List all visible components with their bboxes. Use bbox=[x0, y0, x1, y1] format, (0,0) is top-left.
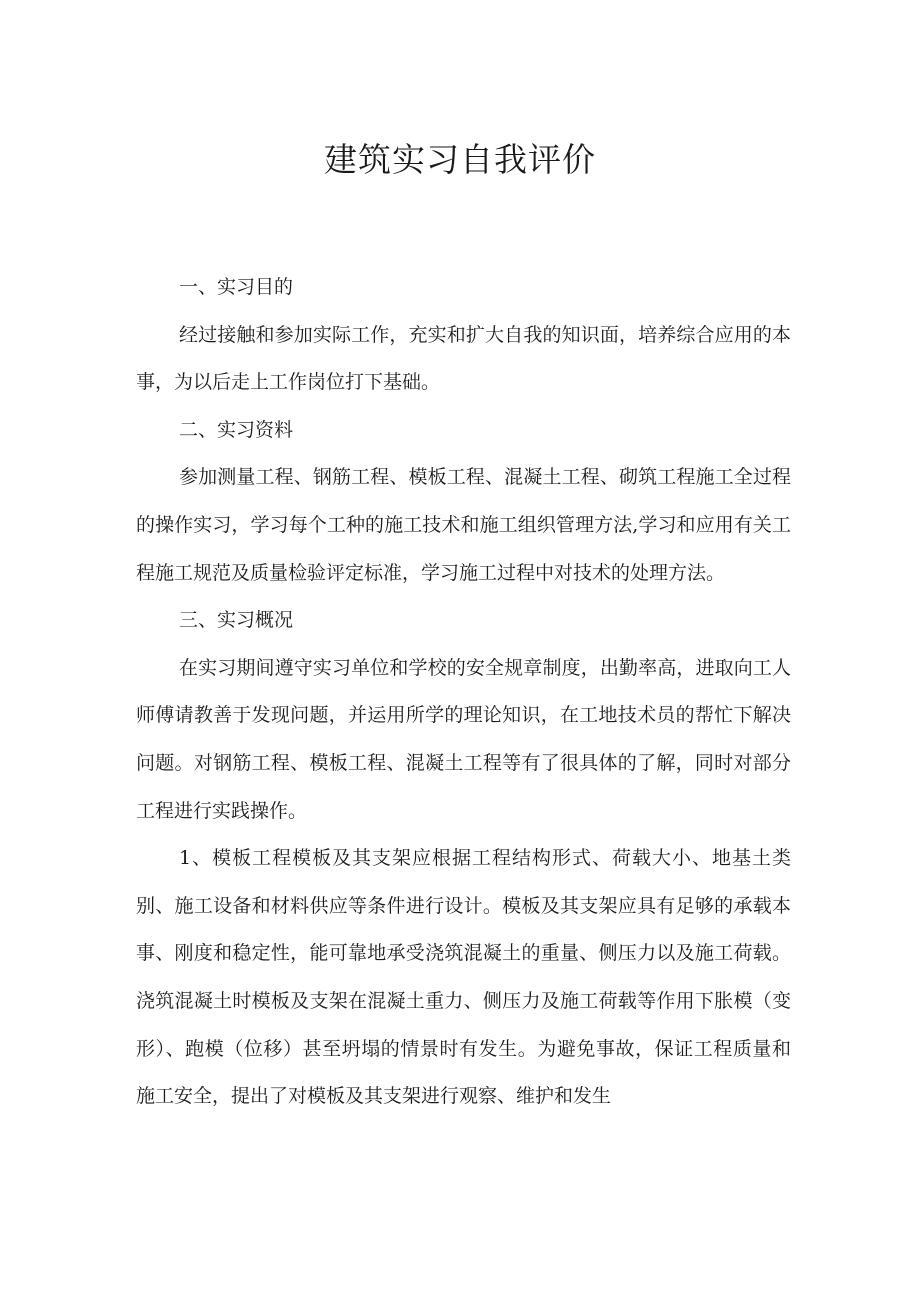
paragraph-purpose: 经过接触和参加实际工作，充实和扩大自我的知识面，培养综合应用的本事，为以后走上工作岗位打下基础。 bbox=[136, 323, 791, 394]
paragraph-formwork: 1、模板工程模板及其支架应根据工程结构形式、荷载大小、地基土类别、施工设备和材料供应等条件进行设计。模板及其支架应具有足够的承载本事、刚度和稳定性，能可靠地承受浇筑混凝土的重量、侧压力以及施工荷载。浇筑混凝土时模板及支架在混凝土重力、侧压力及施工荷载等作用下胀模（变形）、跑模（位移）甚至坍塌的情景时有发生。为避免事故，保证工程质量和施工安全，提出了对模板及其支架进行观察、维护和发生 bbox=[136, 847, 791, 1108]
document-body bbox=[136, 264, 791, 1121]
document-title: 建筑实习自我评价 bbox=[324, 140, 596, 179]
section-heading-content: 二、实习资料 bbox=[179, 418, 294, 441]
paragraph-content: 参加测量工程、钢筋工程、模板工程、混凝土工程、砌筑工程施工全过程的操作实习，学习每个工种的施工技术和施工组织管理方法,学习和应用有关工程施工规范及质量检验评定标准，学习施工过程中对技术的处理方法。 bbox=[136, 466, 791, 584]
section-heading-overview: 三、实习概况 bbox=[179, 609, 294, 632]
section-heading-purpose: 一、实习目的 bbox=[179, 276, 294, 298]
paragraph-overview: 在实习期间遵守实习单位和学校的安全规章制度，出勤率高，进取向工人师傅请教善于发现问题，并运用所学的理论知识，在工地技术员的帮忙下解决问题。对钢筋工程、模板工程、混凝土工程等有了很具体的了解，同时对部分工程进行实践操作。 bbox=[136, 656, 791, 822]
